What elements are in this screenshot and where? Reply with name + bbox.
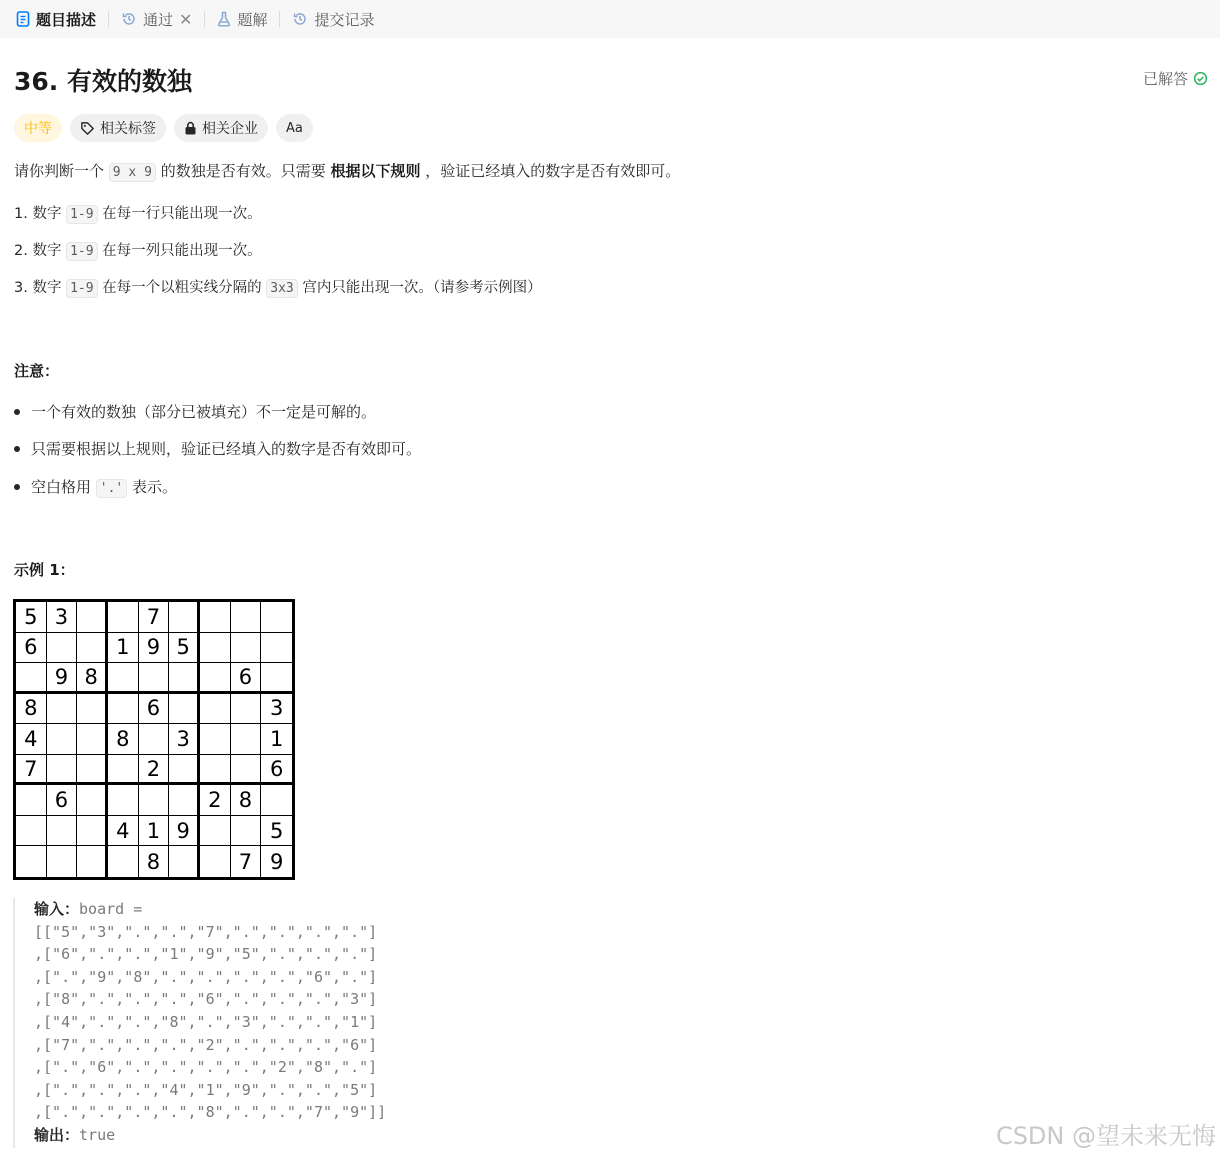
sudoku-cell	[47, 816, 78, 847]
sudoku-board-image	[13, 599, 295, 880]
note-text: 空白格用	[31, 478, 96, 496]
output-line	[34, 1124, 613, 1147]
sudoku-cell: 1	[139, 816, 170, 847]
intro-text: ，验证已经填入的数字是否有效即可。	[420, 162, 681, 180]
tab-accepted[interactable]	[115, 0, 198, 38]
tab-label: 题解	[237, 10, 268, 29]
sudoku-cell	[77, 816, 108, 847]
note-heading	[14, 360, 59, 381]
solved-status	[1143, 68, 1208, 89]
sudoku-cell	[108, 694, 139, 725]
sudoku-cell	[169, 755, 200, 786]
sudoku-cell: 9	[139, 633, 170, 664]
sudoku-cell: 2	[200, 785, 231, 816]
sudoku-cell	[231, 816, 262, 847]
history-icon	[121, 11, 137, 27]
sudoku-cell: 4	[16, 724, 47, 755]
tab-label: 题目描述	[36, 10, 97, 29]
sudoku-cell: 3	[261, 694, 292, 725]
sudoku-cell: 3	[169, 724, 200, 755]
flask-icon	[217, 11, 231, 27]
tab-submissions[interactable]	[286, 0, 380, 38]
sudoku-cell	[77, 602, 108, 633]
sudoku-cell	[200, 694, 231, 725]
sudoku-cell: 5	[16, 602, 47, 633]
tag-label: 相关标签	[100, 121, 156, 137]
sudoku-cell: 9	[269, 849, 284, 874]
sudoku-cell: 8	[108, 724, 139, 755]
input-board-line: ,[".","6",".",".",".",".","2","8","."]	[34, 1058, 378, 1077]
tag-icon	[80, 121, 95, 136]
sudoku-cell: 4	[108, 816, 139, 847]
sudoku-cell	[77, 755, 108, 786]
sudoku-cell: 8	[231, 785, 262, 816]
input-board-line: [["5","3",".",".","7",".",".",".","."]	[34, 922, 378, 941]
rule-text: 2. 数字	[14, 243, 67, 259]
input-head: board =	[79, 900, 143, 918]
sudoku-cell: 5	[261, 816, 292, 847]
tab-divider	[204, 11, 205, 27]
inline-code: 1-9	[66, 205, 97, 224]
sudoku-cell	[169, 694, 200, 725]
inline-code: '.'	[96, 479, 127, 498]
sudoku-cell: 2	[139, 755, 170, 786]
inline-code: 9 x 9	[109, 163, 156, 182]
sudoku-cell	[108, 602, 139, 633]
input-board-line: ,["4",".",".","8",".","3",".",".","1"]	[34, 1012, 378, 1031]
sudoku-cell	[261, 602, 292, 633]
sudoku-cell	[139, 724, 170, 755]
sudoku-cell	[16, 816, 47, 847]
note-3	[31, 476, 177, 497]
sudoku-cell	[77, 633, 108, 664]
sudoku-cell	[200, 663, 231, 694]
rule-1	[14, 202, 262, 223]
sudoku-cell: 9	[169, 816, 200, 847]
close-icon[interactable]: ✕	[179, 9, 193, 29]
sudoku-cell	[231, 694, 262, 725]
tag-row	[14, 114, 313, 142]
rule-text: 在每一列只能出现一次。	[97, 243, 262, 259]
input-board-lines	[34, 921, 613, 1124]
related-companies-button[interactable]	[174, 114, 268, 142]
sudoku-cell: 5	[169, 633, 200, 664]
sudoku-cell: 9	[47, 663, 78, 694]
sudoku-cell	[200, 602, 231, 633]
difficulty-badge: 中等	[14, 114, 62, 142]
sudoku-cell: 1	[108, 633, 139, 664]
note-text: 表示。	[127, 478, 178, 496]
rule-2	[14, 239, 262, 260]
rule-text: 3. 数字	[14, 280, 67, 296]
intro-text: 的数独是否有效。只需要	[155, 162, 331, 180]
rule-text: 在每一个以粗实线分隔的	[97, 280, 267, 296]
example-heading	[14, 559, 75, 580]
sudoku-cell: 6	[139, 694, 170, 725]
sudoku-cell: 6	[261, 755, 292, 786]
sudoku-cell	[169, 846, 200, 877]
related-tags-button[interactable]	[70, 114, 166, 142]
sudoku-cell	[77, 785, 108, 816]
sudoku-cell	[200, 755, 231, 786]
sudoku-cell	[47, 694, 78, 725]
tab-bar	[0, 0, 1220, 38]
rule-text: 1. 数字	[14, 206, 67, 222]
sudoku-cell	[261, 633, 292, 664]
sudoku-cell: 6	[47, 785, 78, 816]
sudoku-cell	[261, 785, 292, 816]
problem-title: 36. 有效的数独	[14, 67, 192, 96]
sudoku-cell: 7	[16, 755, 47, 786]
tab-label: 通过	[143, 10, 174, 29]
heading-text: 示例 1：	[14, 561, 75, 579]
sudoku-cell	[16, 663, 47, 694]
sudoku-cell	[169, 785, 200, 816]
output-value: true	[79, 1125, 116, 1144]
bullet-dot	[14, 484, 20, 490]
sudoku-cell	[77, 846, 108, 877]
rule-3	[14, 276, 542, 297]
sudoku-cell	[108, 755, 139, 786]
input-board-line: ,[".",".",".",".","8",".",".","7","9"]]	[34, 1103, 387, 1122]
watermark: CSDN @望未来无悔	[995, 1122, 1216, 1150]
tab-divider	[279, 11, 280, 27]
intro-paragraph	[14, 160, 680, 181]
sudoku-cell	[200, 633, 231, 664]
sudoku-cell	[16, 785, 47, 816]
sudoku-cell: 8	[77, 663, 108, 694]
output-label: 输出：	[34, 1125, 80, 1144]
inline-code: 1-9	[66, 279, 97, 298]
intro-bold: 根据以下规则	[330, 162, 421, 180]
sudoku-cell: 8	[16, 694, 47, 725]
inline-code: 1-9	[66, 242, 97, 261]
sudoku-cell	[231, 633, 262, 664]
sudoku-cell: 8	[139, 846, 170, 877]
sudoku-cell	[169, 602, 200, 633]
sudoku-cell	[108, 663, 139, 694]
tag-label: 相关企业	[202, 121, 258, 137]
history-icon	[292, 11, 308, 27]
input-board-line: ,[".","9","8",".",".",".",".","6","."]	[34, 967, 378, 986]
sudoku-cell: 6	[231, 663, 262, 694]
sudoku-cell	[47, 846, 78, 877]
sudoku-cell	[169, 663, 200, 694]
check-circle-icon	[1193, 71, 1208, 86]
sudoku-cell: 6	[16, 633, 47, 664]
sudoku-cell	[200, 816, 231, 847]
translate-icon: Aa	[286, 120, 303, 136]
input-board-line: ,["8",".",".",".","6",".",".",".","3"]	[34, 990, 378, 1009]
tab-label: 提交记录	[314, 10, 375, 29]
input-board-line: ,["6",".",".","1","9","5",".",".","."]	[34, 945, 378, 964]
sudoku-cell: 3	[47, 602, 78, 633]
note-2: 只需要根据以上规则，验证已经填入的数字是否有效即可。	[31, 440, 422, 458]
sudoku-cell	[16, 846, 47, 877]
sudoku-cell: 1	[261, 724, 292, 755]
inline-code: 3x3	[266, 279, 297, 298]
lock-icon	[184, 121, 197, 135]
sudoku-cell	[77, 724, 108, 755]
sudoku-cell	[139, 785, 170, 816]
intro-text: 请你判断一个	[14, 162, 109, 180]
sudoku-cell	[77, 694, 108, 725]
rule-text: 在每一行只能出现一次。	[97, 206, 262, 222]
sudoku-cell	[108, 785, 139, 816]
input-line	[34, 898, 613, 921]
sudoku-cell	[47, 724, 78, 755]
sudoku-cell	[139, 663, 170, 694]
note-1: 一个有效的数独（部分已被填充）不一定是可解的。	[31, 403, 377, 421]
document-icon	[16, 11, 30, 27]
input-board-line: ,["7",".",".",".","2",".",".",".","6"]	[34, 1035, 378, 1054]
tab-solutions[interactable]	[211, 0, 273, 38]
sudoku-cell	[200, 846, 231, 877]
example-block	[13, 898, 613, 1148]
bullet-dot	[14, 446, 20, 452]
sudoku-cell	[47, 633, 78, 664]
sudoku-cell	[200, 724, 231, 755]
sudoku-cell: 7	[231, 846, 262, 877]
sudoku-cell	[261, 663, 292, 694]
sudoku-cell	[231, 724, 262, 755]
bullet-dot	[14, 409, 20, 415]
sudoku-cell	[231, 602, 262, 633]
translate-button[interactable]	[276, 114, 313, 142]
rule-text: 宫内只能出现一次。（请参考示例图）	[297, 280, 542, 296]
sudoku-cell	[231, 755, 262, 786]
input-label: 输入：	[34, 900, 80, 918]
input-board-line: ,[".",".",".","4","1","9",".",".","5"]	[34, 1080, 378, 1099]
solved-label: 已解答	[1142, 70, 1188, 88]
sudoku-cell: 7	[139, 602, 170, 633]
sudoku-cell	[47, 755, 78, 786]
tab-divider	[108, 11, 109, 27]
tab-description[interactable]	[10, 0, 102, 38]
heading-text: 注意：	[14, 362, 60, 380]
sudoku-cell	[108, 846, 139, 877]
